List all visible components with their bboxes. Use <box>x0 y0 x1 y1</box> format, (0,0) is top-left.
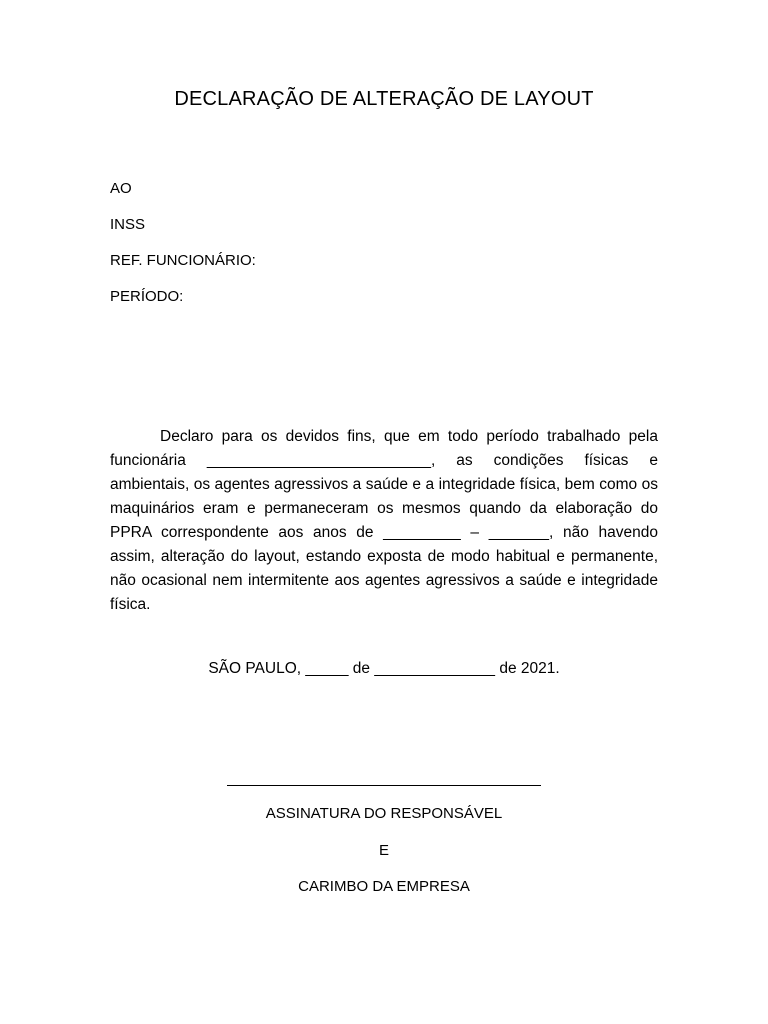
recipient-prefix: AO <box>110 180 132 197</box>
signature-line <box>227 785 541 786</box>
company-stamp-label: CARIMBO DA EMPRESA <box>298 878 470 895</box>
signature-label: ASSINATURA DO RESPONSÁVEL <box>265 805 503 822</box>
date-location-line: SÃO PAULO, _____ de ______________ de 2021. <box>208 660 560 677</box>
declaration-paragraph: Declaro para os devidos fins, que em todo período trabalhado pela funcionária __________________________, as condições físicas e ambientais, os agentes agressivos a saúde e a integridade física, bem como os maquinários eram e permaneceram os mesmos quando da elaboração do PPRA correspondente aos anos de _________ – _______, não havendo assim, alteração do layout, estando exposta de modo habitual e permanente, não ocasional nem intermitente aos agentes agressivos a saúde e integridade física. <box>110 428 658 613</box>
reference-employee: REF. FUNCIONÁRIO: <box>110 252 256 269</box>
recipient-name: INSS <box>110 216 146 233</box>
signature-conjunction: E <box>378 842 389 859</box>
document-title: DECLARAÇÃO DE ALTERAÇÃO DE LAYOUT <box>174 88 594 110</box>
reference-period: PERÍODO: <box>110 288 184 305</box>
declaration-body <box>110 425 658 617</box>
